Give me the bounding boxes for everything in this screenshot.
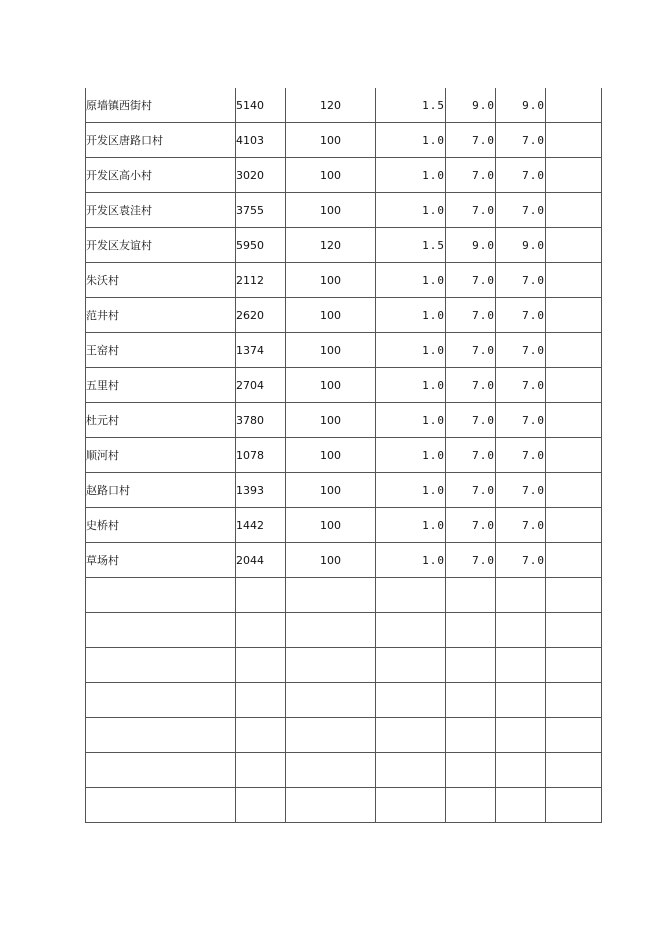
village-name-cell: 开发区友谊村 — [86, 228, 236, 263]
column-5-cell: 9.0 — [446, 88, 496, 123]
column-5-cell: 7.0 — [446, 403, 496, 438]
column-7-cell — [546, 543, 602, 578]
column-5-cell: 9.0 — [446, 228, 496, 263]
column-7-cell — [546, 88, 602, 123]
column-6-cell — [496, 613, 546, 648]
column-7-cell — [546, 578, 602, 613]
column-4-cell: 1.0 — [376, 473, 446, 508]
column-5-cell: 7.0 — [446, 333, 496, 368]
column-7-cell — [546, 368, 602, 403]
column-4-cell — [376, 683, 446, 718]
column-6-cell: 7.0 — [496, 508, 546, 543]
population-cell: 1393 — [236, 473, 286, 508]
population-cell: 5950 — [236, 228, 286, 263]
column-6-cell: 7.0 — [496, 333, 546, 368]
village-name-cell: 杜元村 — [86, 403, 236, 438]
table-row — [86, 438, 602, 473]
table-row — [86, 508, 602, 543]
column-5-cell: 7.0 — [446, 438, 496, 473]
column-4-cell: 1.0 — [376, 298, 446, 333]
population-cell: 2112 — [236, 263, 286, 298]
column-5-cell: 7.0 — [446, 263, 496, 298]
column-4-cell — [376, 788, 446, 823]
column-5-cell — [446, 648, 496, 683]
column-7-cell — [546, 753, 602, 788]
village-name-cell: 王窑村 — [86, 333, 236, 368]
population-cell: 1078 — [236, 438, 286, 473]
village-name-cell: 赵路口村 — [86, 473, 236, 508]
column-3-cell: 100 — [286, 403, 376, 438]
population-cell: 5140 — [236, 88, 286, 123]
column-4-cell: 1.0 — [376, 193, 446, 228]
village-name-cell — [86, 613, 236, 648]
column-6-cell: 7.0 — [496, 438, 546, 473]
column-6-cell: 7.0 — [496, 543, 546, 578]
column-4-cell: 1.0 — [376, 508, 446, 543]
column-6-cell: 7.0 — [496, 368, 546, 403]
column-6-cell: 9.0 — [496, 228, 546, 263]
column-3-cell — [286, 613, 376, 648]
column-3-cell — [286, 753, 376, 788]
population-cell: 1374 — [236, 333, 286, 368]
column-4-cell: 1.0 — [376, 263, 446, 298]
column-3-cell: 100 — [286, 123, 376, 158]
column-7-cell — [546, 648, 602, 683]
table-row — [86, 683, 602, 718]
village-name-cell: 原墙镇西街村 — [86, 88, 236, 123]
column-7-cell — [546, 158, 602, 193]
column-4-cell: 1.0 — [376, 368, 446, 403]
column-5-cell: 7.0 — [446, 298, 496, 333]
column-6-cell: 7.0 — [496, 158, 546, 193]
column-3-cell: 100 — [286, 263, 376, 298]
column-7-cell — [546, 473, 602, 508]
column-6-cell: 7.0 — [496, 298, 546, 333]
table-row — [86, 403, 602, 438]
table-row — [86, 788, 602, 823]
column-3-cell: 100 — [286, 368, 376, 403]
column-7-cell — [546, 403, 602, 438]
column-6-cell: 7.0 — [496, 123, 546, 158]
column-4-cell: 1.0 — [376, 403, 446, 438]
column-3-cell: 100 — [286, 298, 376, 333]
table-row — [86, 193, 602, 228]
table-row — [86, 753, 602, 788]
village-name-cell: 开发区高小村 — [86, 158, 236, 193]
table-row — [86, 368, 602, 403]
table-row — [86, 228, 602, 263]
column-7-cell — [546, 228, 602, 263]
table-row — [86, 473, 602, 508]
column-4-cell — [376, 578, 446, 613]
column-6-cell — [496, 788, 546, 823]
column-7-cell — [546, 613, 602, 648]
village-name-cell: 草场村 — [86, 543, 236, 578]
column-3-cell: 120 — [286, 88, 376, 123]
column-7-cell — [546, 438, 602, 473]
table-row — [86, 263, 602, 298]
column-6-cell — [496, 718, 546, 753]
column-7-cell — [546, 263, 602, 298]
column-3-cell: 100 — [286, 508, 376, 543]
table-row — [86, 123, 602, 158]
table-row — [86, 158, 602, 193]
column-3-cell: 120 — [286, 228, 376, 263]
column-7-cell — [546, 718, 602, 753]
column-5-cell — [446, 683, 496, 718]
village-data-table — [85, 88, 602, 823]
column-6-cell: 9.0 — [496, 88, 546, 123]
column-3-cell — [286, 648, 376, 683]
column-6-cell: 7.0 — [496, 403, 546, 438]
column-7-cell — [546, 333, 602, 368]
column-3-cell — [286, 683, 376, 718]
population-cell: 4103 — [236, 123, 286, 158]
column-5-cell — [446, 718, 496, 753]
table-row — [86, 578, 602, 613]
village-name-cell: 五里村 — [86, 368, 236, 403]
column-7-cell — [546, 123, 602, 158]
population-cell: 1442 — [236, 508, 286, 543]
column-3-cell: 100 — [286, 543, 376, 578]
table-row — [86, 298, 602, 333]
column-5-cell — [446, 578, 496, 613]
population-cell — [236, 718, 286, 753]
column-3-cell — [286, 578, 376, 613]
column-7-cell — [546, 508, 602, 543]
column-3-cell — [286, 788, 376, 823]
table-row — [86, 333, 602, 368]
village-name-cell — [86, 718, 236, 753]
column-4-cell: 1.0 — [376, 438, 446, 473]
village-name-cell — [86, 753, 236, 788]
column-6-cell — [496, 578, 546, 613]
column-5-cell: 7.0 — [446, 473, 496, 508]
column-5-cell: 7.0 — [446, 158, 496, 193]
village-name-cell — [86, 683, 236, 718]
village-name-cell: 范井村 — [86, 298, 236, 333]
column-4-cell — [376, 613, 446, 648]
column-7-cell — [546, 298, 602, 333]
village-name-cell — [86, 648, 236, 683]
population-cell: 3755 — [236, 193, 286, 228]
column-3-cell: 100 — [286, 473, 376, 508]
column-4-cell — [376, 648, 446, 683]
village-name-cell: 顺河村 — [86, 438, 236, 473]
village-name-cell: 朱沃村 — [86, 263, 236, 298]
column-5-cell: 7.0 — [446, 543, 496, 578]
table-row — [86, 543, 602, 578]
table-row — [86, 718, 602, 753]
population-cell — [236, 648, 286, 683]
village-name-cell: 开发区袁洼村 — [86, 193, 236, 228]
column-3-cell — [286, 718, 376, 753]
column-4-cell: 1.5 — [376, 228, 446, 263]
population-cell: 2620 — [236, 298, 286, 333]
column-6-cell — [496, 753, 546, 788]
village-name-cell — [86, 788, 236, 823]
column-4-cell — [376, 718, 446, 753]
village-name-cell: 开发区唐路口村 — [86, 123, 236, 158]
column-4-cell: 1.0 — [376, 333, 446, 368]
column-5-cell: 7.0 — [446, 368, 496, 403]
column-5-cell — [446, 753, 496, 788]
population-cell — [236, 683, 286, 718]
column-5-cell: 7.0 — [446, 123, 496, 158]
table-row — [86, 88, 602, 123]
column-6-cell: 7.0 — [496, 193, 546, 228]
table-row — [86, 613, 602, 648]
column-5-cell: 7.0 — [446, 508, 496, 543]
population-cell: 3020 — [236, 158, 286, 193]
column-6-cell: 7.0 — [496, 263, 546, 298]
column-4-cell: 1.0 — [376, 543, 446, 578]
population-cell — [236, 578, 286, 613]
column-7-cell — [546, 193, 602, 228]
village-name-cell: 史桥村 — [86, 508, 236, 543]
population-cell — [236, 613, 286, 648]
column-4-cell: 1.0 — [376, 158, 446, 193]
population-cell: 2044 — [236, 543, 286, 578]
population-cell: 3780 — [236, 403, 286, 438]
column-5-cell: 7.0 — [446, 193, 496, 228]
table-row — [86, 648, 602, 683]
column-6-cell — [496, 683, 546, 718]
column-7-cell — [546, 788, 602, 823]
column-5-cell — [446, 613, 496, 648]
village-name-cell — [86, 578, 236, 613]
column-3-cell: 100 — [286, 158, 376, 193]
column-4-cell: 1.0 — [376, 123, 446, 158]
column-4-cell — [376, 753, 446, 788]
column-6-cell: 7.0 — [496, 473, 546, 508]
population-cell — [236, 788, 286, 823]
table-body — [86, 88, 602, 823]
population-cell: 2704 — [236, 368, 286, 403]
column-3-cell: 100 — [286, 438, 376, 473]
column-5-cell — [446, 788, 496, 823]
column-7-cell — [546, 683, 602, 718]
population-cell — [236, 753, 286, 788]
column-6-cell — [496, 648, 546, 683]
column-3-cell: 100 — [286, 333, 376, 368]
column-4-cell: 1.5 — [376, 88, 446, 123]
column-3-cell: 100 — [286, 193, 376, 228]
